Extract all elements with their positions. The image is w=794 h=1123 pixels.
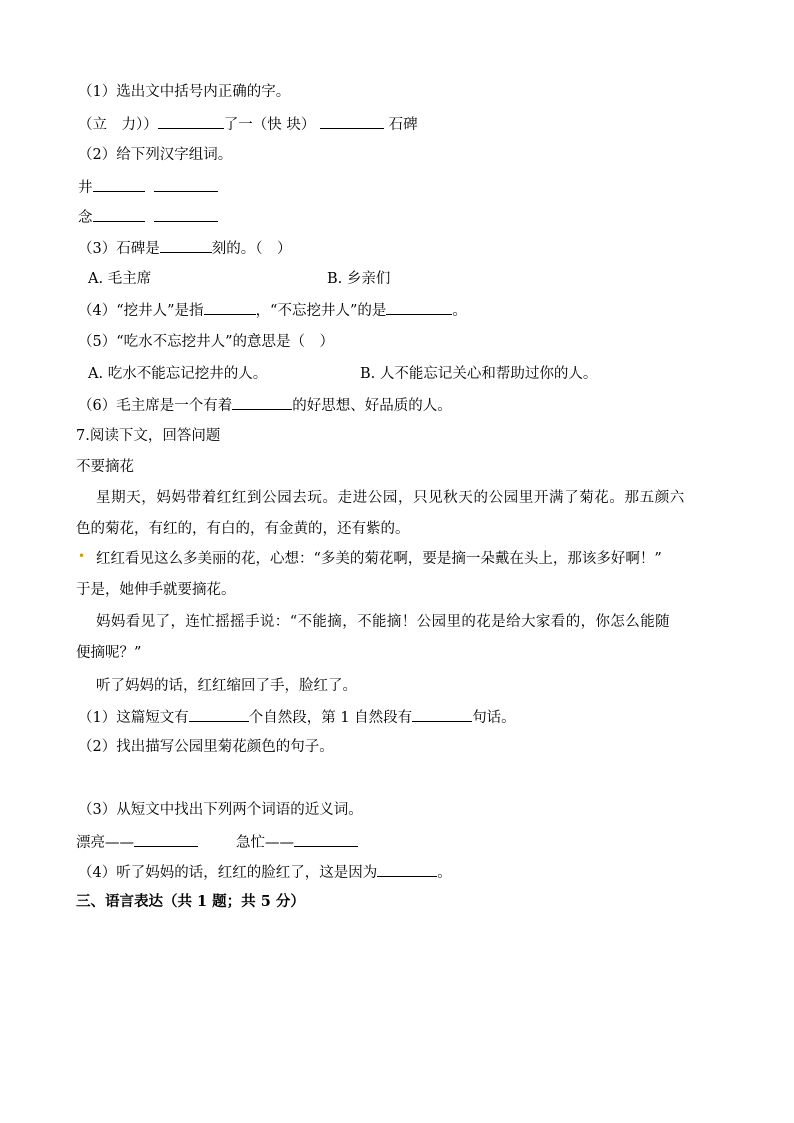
sq1-pre: （1）这篇短文有	[78, 710, 189, 726]
sq3-words	[76, 832, 358, 853]
q2-blank-1a[interactable]	[93, 177, 145, 192]
q5-option-a-text: A. 吃水不能忘记挖井的人。	[88, 366, 268, 382]
q6-pre: （6）毛主席是一个有着	[78, 398, 233, 414]
story-p2-line2: 于是，她伸手就要摘花。	[76, 582, 236, 598]
q4-mid: ，“不忘挖井人”的是	[255, 303, 387, 319]
q1-title-text: （1）选出文中括号内正确的字。	[78, 84, 291, 100]
section3-title-text: 三、语言表达（共 1 题；共 5 分）	[76, 893, 305, 910]
sq2-line	[78, 737, 334, 757]
sq1-blank-1[interactable]	[189, 707, 249, 722]
q4-pre: （4）“挖井人”是指	[78, 303, 204, 319]
sq3-blank-1[interactable]	[134, 832, 198, 847]
story-p1-line1: 星期天，妈妈带着红红到公园去玩。走进公园，只见秋天的公园里开满了菊花。那五颜六	[96, 490, 685, 506]
q2-blank-2b[interactable]	[154, 207, 218, 222]
q1-choice-end: 石碑	[388, 117, 418, 133]
section3-title	[76, 892, 305, 912]
story-p3-line2: 便摘呢？”	[76, 645, 142, 661]
q2-blank-2a[interactable]	[93, 207, 145, 222]
section7-title	[76, 426, 220, 446]
q2-char-1: 井	[78, 180, 93, 196]
story-title-text: 不要摘花	[76, 459, 134, 475]
q1-choices	[78, 114, 418, 135]
sq2-text: （2）找出描写公园里菊花颜色的句子。	[78, 739, 334, 755]
q1-choice-mid: 了一（快 块）	[223, 117, 316, 133]
q2-title-text: （2）给下列汉字组词。	[78, 147, 233, 163]
sq1-end: 句话。	[472, 710, 516, 726]
q3-option-b[interactable]	[327, 269, 390, 289]
q2-row-2	[78, 207, 218, 228]
q2-row-1	[78, 177, 218, 198]
q2-blank-1b[interactable]	[154, 177, 218, 192]
story-p1-line2: 色的菊花，有红的，有白的，有金黄的，还有紫的。	[76, 521, 410, 537]
q1-choice-a: （立 力））	[78, 117, 158, 133]
story-p3-line1: 妈妈看见了，连忙摇摇手说：“不能摘，不能摘！公园里的花是给大家看的，你怎么能随	[96, 614, 671, 630]
sq3-text: （3）从短文中找出下列两个词语的近义词。	[78, 802, 363, 818]
q5-title	[78, 332, 334, 352]
q5-option-b[interactable]	[360, 364, 597, 384]
bullet-dot-icon: •	[78, 549, 86, 563]
story-p2-line1: 红红看见这么多美丽的花，心想：“多美的菊花啊，要是摘一朵戴在头上，那该多好啊！”	[96, 551, 662, 567]
q5-option-a[interactable]	[88, 364, 267, 384]
sq1-line	[78, 707, 516, 728]
story-title	[76, 457, 134, 477]
sq3-blank-2[interactable]	[294, 832, 358, 847]
q1-blank-2[interactable]	[320, 114, 384, 129]
q3-option-a-text: A. 毛主席	[88, 271, 152, 287]
q2-title	[78, 145, 232, 165]
q3-title-post: 刻的。（ ）	[211, 241, 292, 257]
sq4-line	[78, 862, 452, 883]
q4-blank-2[interactable]	[386, 300, 452, 315]
section7-title-text: 7.阅读下文，回答问题	[76, 428, 221, 444]
q4-end: 。	[452, 303, 467, 319]
q6-line	[78, 395, 452, 416]
sq1-mid: 个自然段，第 1 自然段有	[248, 710, 413, 726]
q3-blank[interactable]	[160, 238, 212, 253]
story-p4: 听了妈妈的话，红红缩回了手，脸红了。	[96, 678, 357, 694]
q4-blank-1[interactable]	[204, 300, 256, 315]
q3-title	[78, 238, 291, 259]
sq4-blank[interactable]	[377, 862, 437, 877]
q3-option-b-text: B. 乡亲们	[327, 271, 391, 287]
q2-char-2: 念	[78, 210, 93, 226]
q1-blank-1[interactable]	[158, 114, 224, 129]
sq4-pre: （4）听了妈妈的话，红红的脸红了，这是因为	[78, 865, 378, 881]
sq3-word-2: 急忙——	[236, 835, 294, 851]
sq3-line	[78, 800, 363, 820]
sq1-blank-2[interactable]	[412, 707, 472, 722]
q3-option-a[interactable]	[88, 269, 151, 289]
q5-option-b-text: B. 人不能忘记关心和帮助过你的人。	[360, 366, 598, 382]
q3-title-pre: （3）石碑是	[78, 241, 160, 257]
q1-title	[78, 82, 290, 102]
q4-line	[78, 300, 467, 321]
q6-post: 的好思想、好品质的人。	[292, 398, 452, 414]
sq3-word-1: 漂亮——	[76, 835, 134, 851]
q6-blank[interactable]	[232, 395, 292, 410]
q5-title-text: （5）“吃水不忘挖井人”的意思是（ ）	[78, 334, 335, 350]
sq4-end: 。	[437, 865, 452, 881]
